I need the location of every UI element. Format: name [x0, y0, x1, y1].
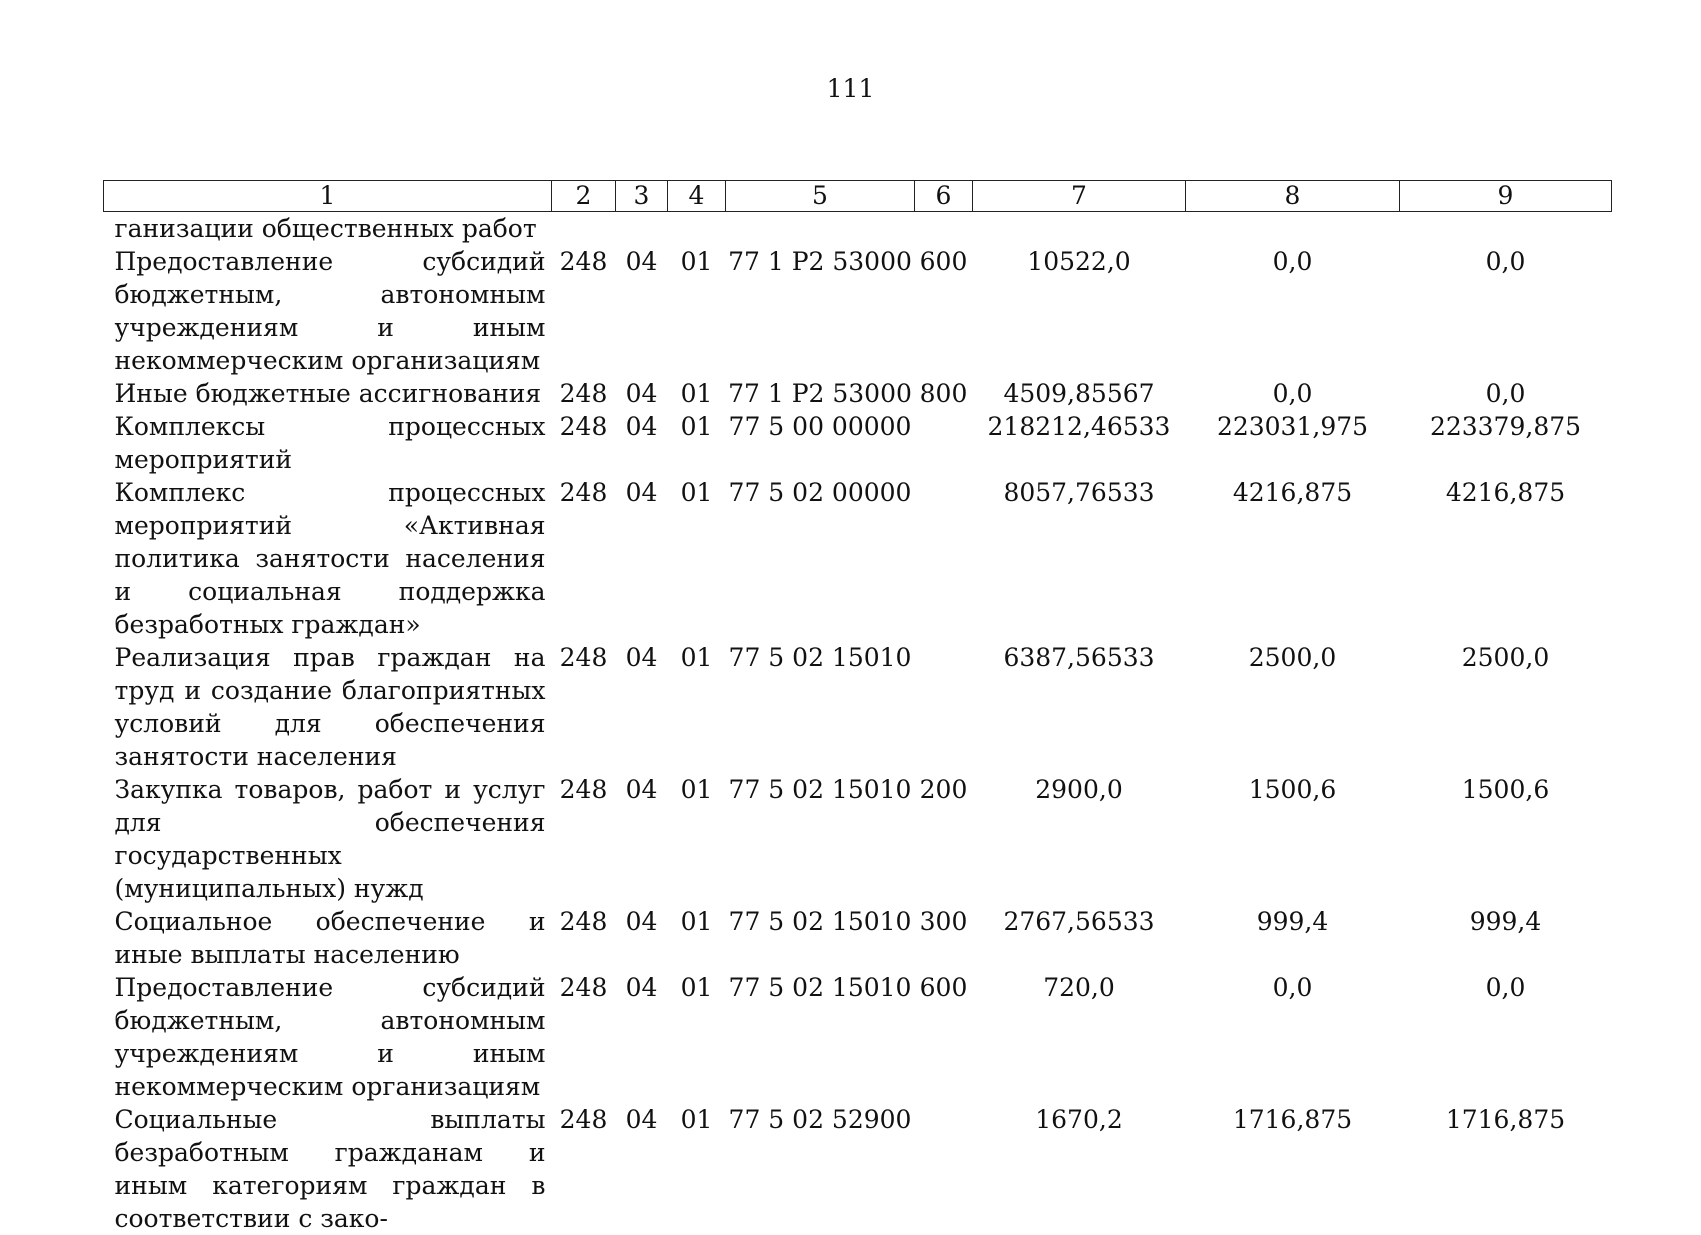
row-cell-col7: 720,0 — [973, 971, 1186, 1103]
row-cell-col5: 77 1 Р2 53000 — [726, 245, 915, 377]
row-cell-col3: 04 — [616, 1103, 668, 1235]
row-cell-col4: 01 — [668, 773, 726, 905]
row-cell-col7: 10522,0 — [973, 245, 1186, 377]
budget-table — [103, 180, 1612, 1235]
row-cell-col7: 4509,85567 — [973, 377, 1186, 410]
table-row — [104, 971, 1612, 1103]
row-cell-col6: 600 — [915, 971, 973, 1103]
row-cell-col9: 999,4 — [1400, 905, 1612, 971]
row-cell-col9: 223379,875 — [1400, 410, 1612, 476]
row-cell-col6 — [915, 641, 973, 773]
row-cell-col4: 01 — [668, 641, 726, 773]
row-cell-col9: 0,0 — [1400, 377, 1612, 410]
row-cell-col8: 1500,6 — [1186, 773, 1400, 905]
row-cell-col4: 01 — [668, 410, 726, 476]
row-cell-col9: 2500,0 — [1400, 641, 1612, 773]
row-name-cell: Комплексы процессных мероприятий — [104, 410, 552, 476]
row-cell-col5: 77 5 00 00000 — [726, 410, 915, 476]
row-cell-col4: 01 — [668, 245, 726, 377]
row-cell-col5: 77 1 Р2 53000 — [726, 377, 915, 410]
row-cell-col7: 218212,46533 — [973, 410, 1186, 476]
table-body — [104, 212, 1612, 1235]
row-name-cell: Предоставление субсидий бюджетным, автономным учреждениям и иным некоммерческим организациям — [104, 245, 552, 377]
row-cell-col8: 2500,0 — [1186, 641, 1400, 773]
row-cell-col3: 04 — [616, 905, 668, 971]
row-cell-col4: 01 — [668, 377, 726, 410]
column-header-5: 5 — [726, 181, 915, 212]
table-row — [104, 476, 1612, 641]
column-header-2: 2 — [552, 181, 616, 212]
row-cell-col9: 0,0 — [1400, 971, 1612, 1103]
row-cell-col5: 77 5 02 15010 — [726, 905, 915, 971]
row-cell-col5: 77 5 02 52900 — [726, 1103, 915, 1235]
table-row — [104, 641, 1612, 773]
row-cell-col2: 248 — [552, 1103, 616, 1235]
row-cell-col9: 0,0 — [1400, 245, 1612, 377]
row-cell-col8: 0,0 — [1186, 971, 1400, 1103]
column-header-1: 1 — [104, 181, 552, 212]
column-header-7: 7 — [973, 181, 1186, 212]
row-cell-col5: 77 5 02 15010 — [726, 971, 915, 1103]
row-cell-col8: 0,0 — [1186, 377, 1400, 410]
row-cell-col2: 248 — [552, 245, 616, 377]
page-number: 111 — [0, 74, 1701, 103]
row-cell-col7: 1670,2 — [973, 1103, 1186, 1235]
row-cell-col9: 4216,875 — [1400, 476, 1612, 641]
row-cell-col8: 4216,875 — [1186, 476, 1400, 641]
row-name-cell: Предоставление субсидий бюджетным, автономным учреждениям и иным некоммерческим организациям — [104, 971, 552, 1103]
row-cell-col8: 223031,975 — [1186, 410, 1400, 476]
row-cell-col2: 248 — [552, 971, 616, 1103]
column-header-3: 3 — [616, 181, 668, 212]
table-row — [104, 905, 1612, 971]
row-cell-col8: 0,0 — [1186, 245, 1400, 377]
row-cell-col8: 1716,875 — [1186, 1103, 1400, 1235]
row-cell-col2: 248 — [552, 773, 616, 905]
row-cell-col2: 248 — [552, 641, 616, 773]
row-cell-col6: 300 — [915, 905, 973, 971]
row-cell-col4: 01 — [668, 971, 726, 1103]
row-cell-col3: 04 — [616, 971, 668, 1103]
row-cell-col3: 04 — [616, 773, 668, 905]
row-cell-col3: 04 — [616, 245, 668, 377]
row-name-cell: Комплекс процессных мероприятий «Активная политика занятости населения и социальная поддержка безработных граждан» — [104, 476, 552, 641]
table-row — [104, 377, 1612, 410]
row-cell-col6: 200 — [915, 773, 973, 905]
row-cell-col6: 800 — [915, 377, 973, 410]
row-cell-col7: 2767,56533 — [973, 905, 1186, 971]
row-cell-col3: 04 — [616, 410, 668, 476]
row-name-cell: Социальное обеспечение и иные выплаты населению — [104, 905, 552, 971]
row-cell-col2: 248 — [552, 476, 616, 641]
column-header-6: 6 — [915, 181, 973, 212]
row-cell-col3: 04 — [616, 641, 668, 773]
row-name-cell: Закупка товаров, работ и услуг для обеспечения государственных (муниципальных) нужд — [104, 773, 552, 905]
row-cell-col4: 01 — [668, 476, 726, 641]
continuation-text: ганизации общественных работ — [104, 212, 1612, 246]
row-name-cell: Иные бюджетные ассигнования — [104, 377, 552, 410]
column-header-8: 8 — [1186, 181, 1400, 212]
row-cell-col5: 77 5 02 15010 — [726, 773, 915, 905]
table-row — [104, 1103, 1612, 1235]
row-cell-col9: 1716,875 — [1400, 1103, 1612, 1235]
row-cell-col7: 2900,0 — [973, 773, 1186, 905]
column-header-4: 4 — [668, 181, 726, 212]
row-cell-col2: 248 — [552, 905, 616, 971]
table-row — [104, 410, 1612, 476]
row-cell-col3: 04 — [616, 377, 668, 410]
continuation-row — [104, 212, 1612, 246]
row-cell-col2: 248 — [552, 410, 616, 476]
table-row — [104, 773, 1612, 905]
row-cell-col3: 04 — [616, 476, 668, 641]
row-cell-col4: 01 — [668, 905, 726, 971]
row-cell-col6 — [915, 1103, 973, 1235]
column-header-9: 9 — [1400, 181, 1612, 212]
row-cell-col2: 248 — [552, 377, 616, 410]
row-cell-col5: 77 5 02 15010 — [726, 641, 915, 773]
row-cell-col9: 1500,6 — [1400, 773, 1612, 905]
row-cell-col8: 999,4 — [1186, 905, 1400, 971]
row-cell-col6 — [915, 476, 973, 641]
row-name-cell: Реализация прав граждан на труд и создание благоприятных условий для обеспечения занятости населения — [104, 641, 552, 773]
table-header — [104, 181, 1612, 212]
row-cell-col7: 8057,76533 — [973, 476, 1186, 641]
row-cell-col7: 6387,56533 — [973, 641, 1186, 773]
row-name-cell: Социальные выплаты безработным гражданам и иным категориям граждан в соответствии с зако- — [104, 1103, 552, 1235]
table-row — [104, 245, 1612, 377]
row-cell-col6: 600 — [915, 245, 973, 377]
row-cell-col4: 01 — [668, 1103, 726, 1235]
row-cell-col5: 77 5 02 00000 — [726, 476, 915, 641]
row-cell-col6 — [915, 410, 973, 476]
